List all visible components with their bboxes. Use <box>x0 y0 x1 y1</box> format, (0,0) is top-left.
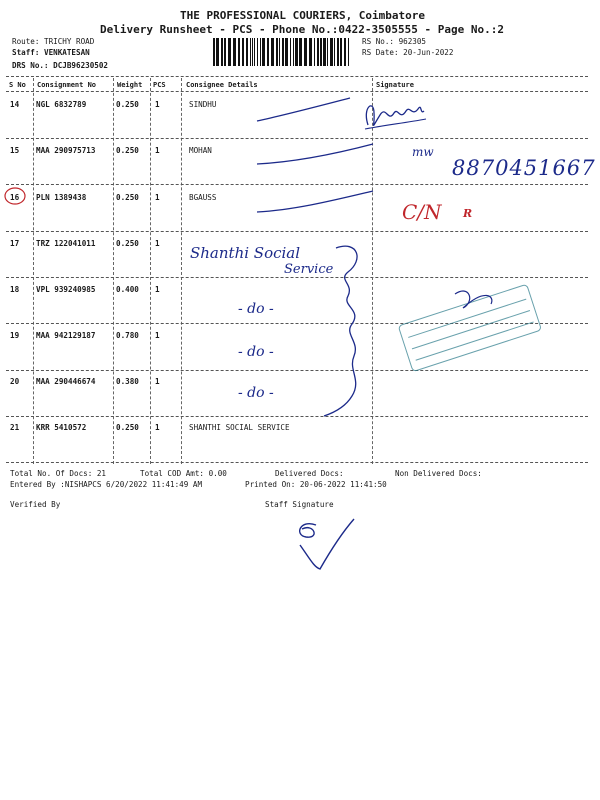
row-weight: 0.250 <box>116 146 139 155</box>
entered-by: Entered By :NISHAPCS 6/20/2022 11:41:49 AM <box>10 480 203 489</box>
verified-by: Verified By <box>10 500 61 509</box>
total-docs: Total No. Of Docs: 21 <box>10 469 107 478</box>
table-top-rule <box>6 76 588 77</box>
route-label: Route: TRICHY ROAD <box>12 37 95 46</box>
delivered-docs: Delivered Docs: <box>275 469 344 478</box>
row-weight: 0.250 <box>116 193 139 202</box>
pen-stroke <box>255 95 355 129</box>
row-pcs: 1 <box>155 423 160 432</box>
row-pcs: 1 <box>155 377 160 386</box>
row-consignee: SINDHU <box>189 100 217 109</box>
col-consignment: Consignment No <box>37 81 97 89</box>
row-rule <box>6 277 588 278</box>
row-weight: 0.250 <box>116 239 139 248</box>
pen-stroke <box>255 188 375 220</box>
pen-stroke <box>255 140 375 174</box>
col-pcs: PCS <box>153 81 166 89</box>
row-rule <box>6 184 588 185</box>
red-circle-mark <box>3 186 27 210</box>
row-consignee: SHANTHI SOCIAL SERVICE <box>189 423 290 432</box>
signature-row-14 <box>360 95 430 139</box>
row-pcs: 1 <box>155 239 160 248</box>
row-sno: 18 <box>10 285 20 294</box>
row-weight: 0.380 <box>116 377 139 386</box>
rs-date: RS Date: 20-Jun-2022 <box>362 48 454 57</box>
row-sno: 21 <box>10 423 20 432</box>
row-sno: 15 <box>10 146 20 155</box>
stamp <box>395 282 545 381</box>
staff-label: Staff: VENKATESAN <box>12 48 90 57</box>
company-title: THE PROFESSIONAL COURIERS, Coimbatore <box>180 9 426 22</box>
total-cod: Total COD Amt: 0.00 <box>140 469 227 478</box>
row-rule <box>6 416 588 417</box>
row-sno: 14 <box>10 100 20 109</box>
row-pcs: 1 <box>155 146 160 155</box>
row-consignment: TRZ 122041011 <box>36 239 96 248</box>
col-sno: S No <box>9 81 26 89</box>
barcode <box>213 38 353 66</box>
row-consignment: MAA 290446674 <box>36 377 96 386</box>
col-sep <box>181 78 182 464</box>
row-pcs: 1 <box>155 285 160 294</box>
row-weight: 0.780 <box>116 331 139 340</box>
row-consignment: KRR 5410572 <box>36 423 87 432</box>
row-rule <box>6 138 588 139</box>
shanthi-line2: Service <box>284 262 334 277</box>
row-consignment: PLN 1389438 <box>36 193 87 202</box>
ditto-20: - do - <box>238 385 274 401</box>
row-consignment: VPL 939240985 <box>36 285 96 294</box>
cn-note: C/N <box>402 200 442 224</box>
col-sep <box>113 78 114 464</box>
row-sno: 20 <box>10 377 20 386</box>
drs-number: DRS No.: DCJB96230502 <box>12 61 109 70</box>
mobile-prefix: mw <box>412 145 434 159</box>
row-pcs: 1 <box>155 331 160 340</box>
rs-number: RS No.: 962305 <box>362 37 427 46</box>
row-rule <box>6 231 588 232</box>
row-consignment: NGL 6832789 <box>36 100 87 109</box>
phone-number: 8870451667 <box>452 156 596 180</box>
shanthi-line1: Shanthi Social <box>190 244 301 262</box>
row-sno: 16 <box>10 193 20 202</box>
row-consignment: MAA 290975713 <box>36 146 96 155</box>
row-weight: 0.250 <box>116 423 139 432</box>
row-pcs: 1 <box>155 100 160 109</box>
row-weight: 0.250 <box>116 100 139 109</box>
col-sep <box>150 78 151 464</box>
header-rule <box>6 91 588 92</box>
row-consignment: MAA 942129187 <box>36 331 96 340</box>
col-consignee: Consignee Details <box>186 81 258 89</box>
row-consignee: BGAUSS <box>189 193 217 202</box>
row-sno: 17 <box>10 239 20 248</box>
printed-on: Printed On: 20-06-2022 11:41:50 <box>245 480 387 489</box>
row-sno: 19 <box>10 331 20 340</box>
non-delivered-docs: Non Delivered Docs: <box>395 469 482 478</box>
col-sep <box>33 78 34 464</box>
table-bottom-rule <box>6 462 588 463</box>
row-pcs: 1 <box>155 193 160 202</box>
staff-signature-label: Staff Signature <box>265 500 334 509</box>
ditto-18: - do - <box>238 301 274 317</box>
staff-signature <box>290 515 360 579</box>
ditto-19: - do - <box>238 344 274 360</box>
col-signature: Signature <box>376 81 414 89</box>
brace-mark <box>318 240 378 424</box>
row-consignee: MOHAN <box>189 146 212 155</box>
r-note: R <box>463 207 473 220</box>
row-weight: 0.400 <box>116 285 139 294</box>
runsheet-subtitle: Delivery Runsheet - PCS - Phone No.:0422-3505555 - Page No.:2 <box>100 23 504 36</box>
col-weight: Weight <box>117 81 143 89</box>
